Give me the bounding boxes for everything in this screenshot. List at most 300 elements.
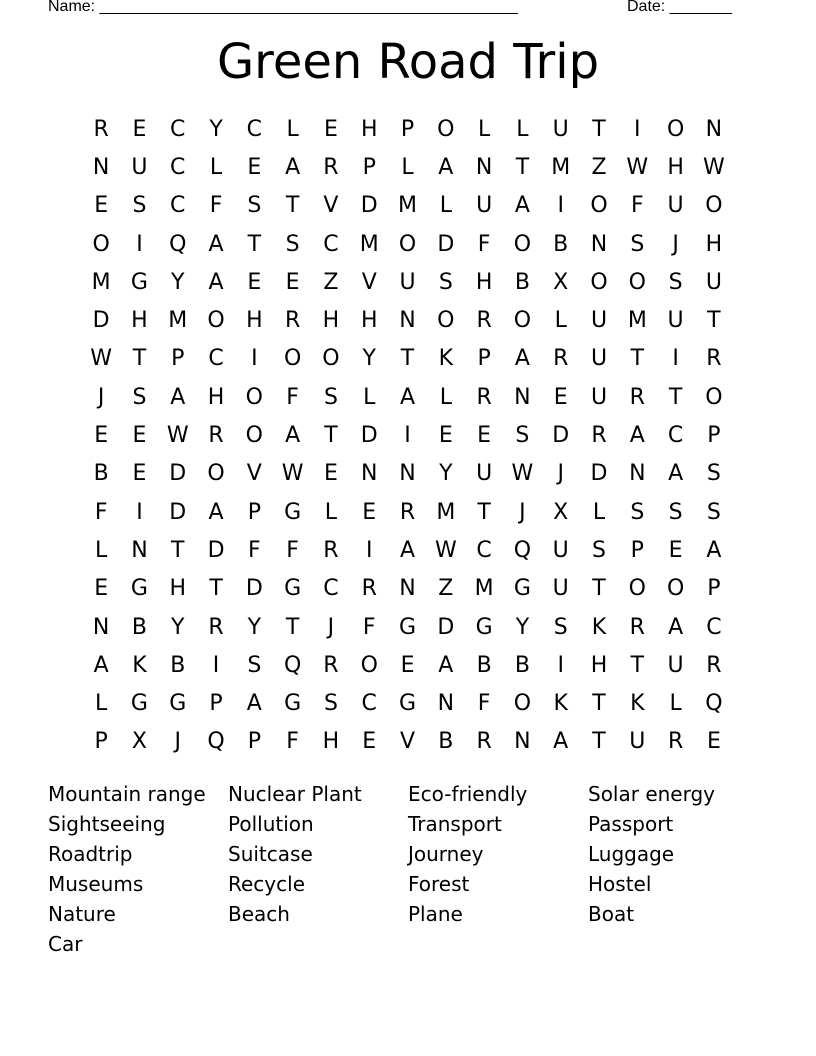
word-list-item: Recycle bbox=[228, 872, 305, 896]
grid-letter: I bbox=[251, 346, 258, 372]
grid-letter: N bbox=[437, 691, 455, 717]
grid-letter: U bbox=[590, 308, 608, 334]
grid-letter: A bbox=[438, 154, 454, 180]
grid-letter: F bbox=[362, 614, 376, 640]
grid-letter: T bbox=[592, 116, 606, 142]
grid-letter: J bbox=[557, 461, 564, 487]
grid-letter: S bbox=[630, 499, 645, 525]
grid-letter: R bbox=[208, 423, 224, 449]
grid-letter: R bbox=[361, 576, 377, 602]
grid-letter: T bbox=[285, 614, 300, 640]
grid-letter: S bbox=[592, 537, 606, 563]
grid-letter: G bbox=[513, 576, 531, 602]
grid-letter: I bbox=[634, 116, 641, 142]
grid-letter: N bbox=[514, 384, 531, 410]
grid-letter: E bbox=[94, 193, 109, 219]
grid-letter: S bbox=[438, 269, 453, 295]
grid-letter: H bbox=[207, 384, 225, 410]
grid-letter: P bbox=[707, 576, 721, 602]
grid-letter: T bbox=[285, 193, 300, 219]
word-list-item: Nuclear Plant bbox=[228, 782, 362, 806]
grid-letter: U bbox=[476, 461, 493, 487]
grid-letter: B bbox=[514, 269, 530, 295]
grid-letter: C bbox=[361, 691, 377, 717]
word-list-item: Plane bbox=[408, 902, 463, 926]
grid-letter: D bbox=[245, 576, 263, 602]
grid-letter: E bbox=[553, 384, 568, 410]
grid-letter: G bbox=[284, 691, 302, 717]
grid-letter: M bbox=[359, 231, 379, 257]
grid-letter: D bbox=[360, 423, 378, 449]
grid-letter: R bbox=[93, 116, 109, 142]
grid-letter: P bbox=[171, 346, 185, 372]
grid-letter: A bbox=[553, 729, 569, 755]
grid-letter: L bbox=[401, 154, 414, 180]
grid-letter: N bbox=[92, 614, 110, 640]
grid-letter: T bbox=[209, 576, 223, 602]
grid-row bbox=[82, 148, 733, 186]
grid-letter: E bbox=[132, 461, 147, 487]
grid-letter: F bbox=[94, 499, 108, 525]
grid-letter: N bbox=[92, 154, 110, 180]
grid-letter: O bbox=[513, 231, 532, 257]
grid-letter: Y bbox=[439, 461, 453, 487]
grid-letter: A bbox=[438, 652, 454, 678]
grid-letter: F bbox=[248, 537, 261, 563]
grid-letter: S bbox=[515, 423, 530, 449]
grid-letter: F bbox=[209, 193, 223, 219]
grid-letter: Y bbox=[171, 614, 185, 640]
name-field-label: Name: _______________________________________________ bbox=[48, 0, 518, 15]
grid-letter: S bbox=[668, 269, 683, 295]
grid-letter: J bbox=[174, 729, 181, 755]
grid-letter: K bbox=[438, 346, 454, 372]
grid-letter: S bbox=[706, 499, 721, 525]
grid-letter: E bbox=[247, 154, 262, 180]
grid-letter: M bbox=[627, 308, 647, 334]
grid-letter: U bbox=[629, 729, 646, 755]
grid-row bbox=[82, 187, 733, 225]
grid-letter: R bbox=[323, 154, 339, 180]
grid-letter: F bbox=[477, 691, 491, 717]
grid-letter: X bbox=[553, 269, 569, 295]
grid-letter: F bbox=[477, 231, 491, 257]
grid-letter: P bbox=[247, 499, 261, 525]
letter-grid bbox=[82, 110, 733, 761]
grid-letter: T bbox=[132, 346, 147, 372]
grid-letter: Y bbox=[515, 614, 530, 640]
grid-letter: A bbox=[514, 346, 530, 372]
grid-letter: I bbox=[557, 652, 564, 678]
grid-letter: H bbox=[360, 308, 378, 334]
grid-letter: A bbox=[514, 193, 530, 219]
grid-letter: N bbox=[399, 576, 416, 602]
grid-letter: D bbox=[437, 231, 455, 257]
grid-letter: M bbox=[436, 499, 456, 525]
grid-letter: N bbox=[360, 461, 378, 487]
grid-letter: W bbox=[281, 461, 304, 487]
grid-letter: A bbox=[208, 499, 224, 525]
grid-letter: H bbox=[475, 269, 493, 295]
word-list-item: Beach bbox=[228, 902, 290, 926]
grid-letter: A bbox=[668, 614, 684, 640]
grid-letter: I bbox=[136, 231, 143, 257]
grid-letter: V bbox=[246, 461, 262, 487]
word-list-item: Eco-friendly bbox=[408, 782, 528, 806]
grid-letter: J bbox=[327, 614, 335, 640]
grid-letter: L bbox=[95, 537, 108, 563]
grid-letter: G bbox=[130, 269, 148, 295]
grid-letter: N bbox=[629, 461, 646, 487]
grid-row bbox=[82, 225, 733, 263]
grid-letter: G bbox=[169, 691, 187, 717]
grid-letter: N bbox=[705, 116, 723, 142]
grid-letter: T bbox=[630, 652, 645, 678]
grid-letter: E bbox=[477, 423, 492, 449]
grid-letter: U bbox=[667, 193, 684, 219]
grid-letter: O bbox=[437, 116, 455, 142]
word-list bbox=[48, 779, 768, 959]
grid-letter: F bbox=[630, 193, 644, 219]
grid-letter: D bbox=[169, 499, 187, 525]
grid-letter: E bbox=[400, 652, 415, 678]
grid-letter: T bbox=[592, 691, 606, 717]
grid-letter: V bbox=[361, 269, 377, 295]
grid-row bbox=[82, 378, 733, 416]
grid-letter: A bbox=[208, 231, 224, 257]
grid-letter: S bbox=[323, 691, 338, 717]
grid-letter: A bbox=[399, 537, 416, 563]
grid-row bbox=[82, 263, 733, 301]
grid-letter: B bbox=[553, 231, 569, 257]
grid-letter: T bbox=[171, 537, 185, 563]
grid-letter: O bbox=[207, 308, 225, 334]
grid-letter: S bbox=[323, 384, 338, 410]
grid-letter: O bbox=[398, 231, 417, 257]
grid-letter: Z bbox=[438, 576, 454, 602]
grid-letter: T bbox=[247, 231, 262, 257]
grid-letter: H bbox=[169, 576, 187, 602]
grid-letter: H bbox=[322, 729, 340, 755]
grid-letter: N bbox=[399, 461, 416, 487]
grid-letter: N bbox=[590, 231, 608, 257]
grid-letter: T bbox=[668, 384, 683, 410]
grid-letter: R bbox=[706, 652, 722, 678]
word-list-item: Luggage bbox=[588, 842, 675, 866]
grid-letter: D bbox=[92, 308, 110, 334]
grid-letter: Q bbox=[705, 691, 723, 717]
grid-row bbox=[82, 301, 733, 339]
word-list-item: Passport bbox=[588, 812, 674, 836]
grid-letter: B bbox=[514, 652, 530, 678]
grid-letter: H bbox=[590, 652, 608, 678]
grid-letter: W bbox=[626, 154, 649, 180]
grid-letter: U bbox=[552, 537, 569, 563]
grid-letter: I bbox=[136, 499, 143, 525]
grid-letter: D bbox=[360, 193, 378, 219]
grid-letter: G bbox=[130, 691, 148, 717]
grid-letter: R bbox=[476, 308, 492, 334]
grid-letter: E bbox=[323, 461, 338, 487]
grid-letter: U bbox=[552, 116, 569, 142]
word-list-item: Museums bbox=[48, 872, 144, 896]
grid-letter: R bbox=[399, 499, 416, 525]
grid-letter: O bbox=[705, 384, 723, 410]
grid-letter: R bbox=[667, 729, 684, 755]
grid-letter: O bbox=[705, 193, 723, 219]
grid-row bbox=[82, 416, 733, 454]
grid-letter: B bbox=[170, 652, 186, 678]
grid-letter: E bbox=[362, 499, 377, 525]
grid-letter: O bbox=[590, 193, 608, 219]
grid-letter: Y bbox=[362, 346, 376, 372]
grid-row bbox=[82, 684, 733, 722]
grid-letter: E bbox=[94, 423, 109, 449]
grid-letter: Q bbox=[283, 652, 302, 678]
grid-letter: Y bbox=[171, 269, 185, 295]
grid-letter: H bbox=[131, 308, 148, 334]
grid-letter: D bbox=[590, 461, 608, 487]
grid-letter: U bbox=[705, 269, 722, 295]
word-list-item: Roadtrip bbox=[48, 842, 133, 866]
grid-letter: W bbox=[703, 154, 725, 180]
grid-letter: R bbox=[629, 614, 645, 640]
grid-letter: O bbox=[437, 308, 455, 334]
grid-letter: C bbox=[667, 423, 684, 449]
grid-letter: O bbox=[360, 652, 378, 678]
grid-letter: M bbox=[474, 576, 494, 602]
grid-letter: J bbox=[97, 384, 105, 410]
grid-letter: R bbox=[323, 652, 339, 678]
word-list-item: Forest bbox=[408, 872, 470, 896]
grid-letter: R bbox=[208, 614, 224, 640]
grid-letter: E bbox=[94, 576, 109, 602]
grid-letter: S bbox=[285, 231, 300, 257]
grid-letter: P bbox=[477, 346, 491, 372]
grid-letter: C bbox=[170, 154, 186, 180]
grid-letter: G bbox=[398, 614, 417, 640]
grid-letter: T bbox=[477, 499, 491, 525]
grid-letter: V bbox=[323, 193, 339, 219]
grid-row bbox=[82, 608, 733, 646]
grid-letter: S bbox=[630, 231, 645, 257]
grid-letter: C bbox=[170, 193, 186, 219]
grid-letter: A bbox=[208, 269, 224, 295]
grid-letter: P bbox=[630, 537, 644, 563]
grid-letter: S bbox=[247, 193, 262, 219]
grid-letter: C bbox=[706, 614, 722, 640]
grid-row bbox=[82, 531, 733, 569]
grid-letter: H bbox=[667, 154, 684, 180]
grid-letter: P bbox=[247, 729, 261, 755]
grid-letter: I bbox=[212, 652, 220, 678]
grid-letter: D bbox=[169, 461, 187, 487]
word-list-item: Car bbox=[48, 932, 83, 956]
grid-letter: A bbox=[668, 461, 684, 487]
grid-letter: C bbox=[170, 116, 186, 142]
grid-letter: B bbox=[131, 614, 147, 640]
word-list-item: Sightseeing bbox=[48, 812, 166, 836]
grid-row bbox=[82, 340, 733, 378]
date-field-label: Date: _______ bbox=[627, 0, 732, 15]
grid-letter: N bbox=[131, 537, 148, 563]
grid-letter: O bbox=[628, 269, 646, 295]
grid-letter: A bbox=[399, 384, 416, 410]
grid-letter: B bbox=[476, 652, 492, 678]
grid-row bbox=[82, 110, 733, 148]
grid-letter: Q bbox=[513, 537, 532, 563]
grid-letter: T bbox=[592, 729, 606, 755]
grid-letter: A bbox=[285, 154, 301, 180]
grid-letter: I bbox=[672, 346, 679, 372]
grid-letter: Z bbox=[323, 269, 339, 295]
grid-letter: G bbox=[475, 614, 493, 640]
word-list-item: Nature bbox=[48, 902, 116, 926]
grid-letter: N bbox=[399, 308, 416, 334]
grid-letter: L bbox=[439, 384, 452, 410]
word-list-item: Journey bbox=[408, 842, 484, 866]
grid-letter: O bbox=[207, 461, 225, 487]
grid-row bbox=[82, 646, 733, 684]
grid-letter: R bbox=[284, 308, 301, 334]
grid-letter: R bbox=[553, 346, 569, 372]
grid-letter: H bbox=[246, 308, 263, 334]
grid-letter: E bbox=[285, 269, 300, 295]
grid-letter: O bbox=[513, 308, 532, 334]
grid-letter: Q bbox=[207, 729, 225, 755]
grid-letter: I bbox=[404, 423, 411, 449]
grid-letter: K bbox=[132, 652, 147, 678]
grid-letter: S bbox=[132, 193, 147, 219]
grid-letter: S bbox=[668, 499, 683, 525]
grid-letter: T bbox=[515, 154, 530, 180]
grid-letter: T bbox=[324, 423, 338, 449]
grid-letter: L bbox=[592, 499, 606, 525]
grid-letter: W bbox=[166, 423, 189, 449]
grid-letter: L bbox=[477, 116, 491, 142]
grid-letter: P bbox=[707, 423, 721, 449]
grid-letter: Z bbox=[591, 154, 607, 180]
grid-letter: W bbox=[434, 537, 457, 563]
page-title: Green Road Trip bbox=[216, 34, 600, 90]
grid-letter: L bbox=[439, 193, 452, 219]
grid-letter: L bbox=[324, 499, 338, 525]
grid-letter: U bbox=[590, 346, 608, 372]
grid-letter: O bbox=[666, 116, 685, 142]
grid-letter: N bbox=[475, 154, 493, 180]
grid-letter: L bbox=[209, 154, 223, 180]
grid-letter: B bbox=[438, 729, 454, 755]
grid-letter: A bbox=[706, 537, 722, 563]
grid-letter: U bbox=[667, 652, 684, 678]
grid-letter: O bbox=[590, 269, 608, 295]
grid-letter: L bbox=[516, 116, 529, 142]
word-list-item: Mountain range bbox=[48, 782, 206, 806]
grid-letter: G bbox=[398, 691, 417, 717]
grid-letter: U bbox=[399, 269, 416, 295]
grid-letter: C bbox=[323, 576, 339, 602]
grid-letter: O bbox=[245, 423, 263, 449]
grid-letter: T bbox=[400, 346, 415, 372]
grid-letter: E bbox=[132, 423, 147, 449]
grid-letter: L bbox=[95, 691, 108, 717]
word-list-item: Hostel bbox=[588, 872, 652, 896]
grid-letter: A bbox=[93, 652, 109, 678]
word-list-item: Solar energy bbox=[588, 782, 716, 806]
grid-letter: J bbox=[519, 499, 526, 525]
grid-letter: R bbox=[323, 537, 339, 563]
grid-letter: I bbox=[365, 537, 373, 563]
word-list-item: Boat bbox=[588, 902, 635, 926]
grid-letter: Y bbox=[209, 116, 223, 142]
grid-letter: P bbox=[400, 116, 415, 142]
grid-letter: S bbox=[553, 614, 568, 640]
grid-letter: L bbox=[669, 691, 682, 717]
grid-letter: K bbox=[591, 614, 607, 640]
grid-letter: E bbox=[323, 116, 338, 142]
grid-letter: H bbox=[705, 231, 723, 257]
grid-letter: B bbox=[93, 461, 109, 487]
word-list-item: Suitcase bbox=[228, 842, 313, 866]
grid-letter: L bbox=[554, 308, 567, 334]
grid-letter: H bbox=[360, 116, 378, 142]
grid-letter: I bbox=[557, 193, 564, 219]
grid-letter: T bbox=[592, 576, 606, 602]
grid-letter: N bbox=[514, 729, 531, 755]
grid-letter: H bbox=[322, 308, 340, 334]
word-list-item: Transport bbox=[408, 812, 502, 836]
grid-letter: W bbox=[511, 461, 534, 487]
grid-letter: M bbox=[551, 154, 571, 180]
grid-letter: L bbox=[363, 384, 376, 410]
grid-letter: D bbox=[437, 614, 455, 640]
grid-letter: R bbox=[591, 423, 607, 449]
grid-row bbox=[82, 455, 733, 493]
grid-letter: W bbox=[90, 346, 113, 372]
grid-letter: O bbox=[628, 576, 646, 602]
grid-letter: M bbox=[398, 193, 418, 219]
grid-letter: E bbox=[668, 537, 683, 563]
grid-letter: D bbox=[552, 423, 570, 449]
grid-letter: E bbox=[438, 423, 453, 449]
grid-letter: U bbox=[131, 154, 148, 180]
grid-letter: O bbox=[513, 691, 532, 717]
grid-letter: A bbox=[629, 423, 645, 449]
grid-letter: M bbox=[168, 308, 188, 334]
grid-letter: U bbox=[590, 384, 608, 410]
grid-letter: R bbox=[476, 729, 492, 755]
grid-letter: O bbox=[322, 346, 340, 372]
grid-letter: E bbox=[247, 269, 262, 295]
grid-row bbox=[82, 493, 733, 531]
grid-letter: T bbox=[707, 308, 721, 334]
grid-letter: A bbox=[170, 384, 186, 410]
grid-letter: O bbox=[666, 576, 685, 602]
grid-letter: G bbox=[284, 499, 302, 525]
grid-letter: U bbox=[667, 308, 684, 334]
grid-letter: K bbox=[553, 691, 568, 717]
grid-letter: C bbox=[208, 346, 224, 372]
grid-letter: A bbox=[246, 691, 262, 717]
grid-letter: E bbox=[706, 729, 721, 755]
grid-letter: S bbox=[247, 652, 262, 678]
grid-letter: P bbox=[209, 691, 223, 717]
grid-letter: X bbox=[131, 729, 147, 755]
grid-row bbox=[82, 723, 733, 761]
grid-letter: S bbox=[706, 461, 721, 487]
grid-letter: T bbox=[630, 346, 645, 372]
grid-letter: L bbox=[286, 116, 299, 142]
